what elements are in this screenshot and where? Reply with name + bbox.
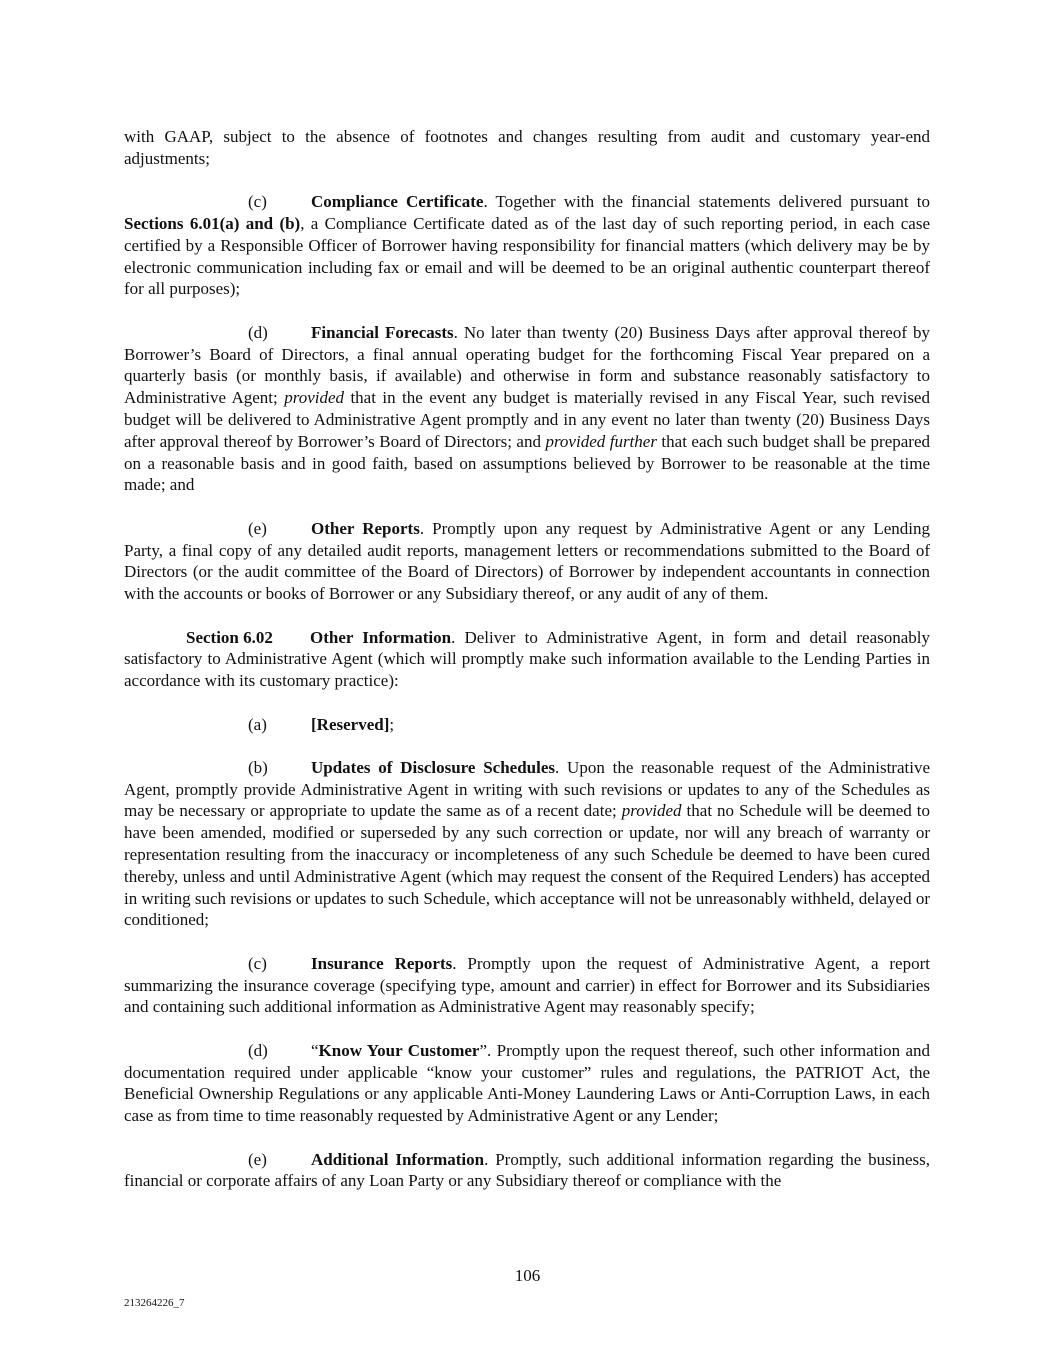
clause-label: (e)	[248, 518, 267, 538]
section-label: Section 6.02	[186, 627, 273, 647]
paragraph-6-01-e: (e) Other Reports. Promptly upon any request by Administrative Agent or any Lending Party, a final copy of any detailed audit reports, management letters or recommendations submitted to the Board of Directors (or the audit committee of the Board of Directors) of Borrower by independent accountants in connection with the accounts or books of Borrower or any Subsidiary thereof, or any audit of any of them.	[124, 518, 930, 604]
clause-label: (c)	[248, 953, 267, 973]
page-number: 106	[514, 1266, 541, 1285]
clause-heading: Updates of Disclosure Schedules	[311, 757, 556, 777]
paragraph-6-02-b: (b) Updates of Disclosure Schedules. Upon the reasonable request of the Administrative Agent, promptly provide Administrative Agent in writing with such revisions or updates to any of the Schedules as may be necessary or appropriate to update the same as of a recent date; provided that no Schedule will be deemed to have been amended, modified or superseded by any such correction or update, nor will any breach of warranty or representation resulting from the inaccuracy or incompleteness of any such Schedule be deemed to have been cured thereby, unless and until Administrative Agent (which may request the consent of the Required Lenders) has accepted in writing such revisions or updates to such Schedule, which acceptance will not be unreasonably withheld, delayed or conditioned;	[124, 757, 930, 930]
clause-label: (d)	[248, 1040, 268, 1060]
clause-label: (a)	[248, 714, 267, 734]
clause-heading: Insurance Reports	[311, 953, 453, 973]
section-reference: Sections 6.01(a) and (b)	[124, 213, 301, 233]
section-heading: Other Information	[310, 627, 452, 647]
paragraph-6-02-c: (c) Insurance Reports. Promptly upon the request of Administrative Agent, a report summarizing the insurance coverage (specifying type, amount and carrier) in effect for Borrower and its Subsidiaries and containing such additional information as Administrative Agent may reasonably specify;	[124, 953, 930, 1017]
clause-label: (d)	[248, 322, 268, 342]
document-body	[124, 126, 930, 1214]
paragraph-6-01-c: (c) Compliance Certificate. Together with the financial statements delivered pursuant to Sections 6.01(a) and (b), a Compliance Certificate dated as of the last day of such reporting period, in each case certified by a Responsible Officer of Borrower having responsibility for financial matters (which delivery may be by electronic communication including fax or email and will be deemed to be an original authentic counterpart thereof for all purposes);	[124, 192, 930, 299]
section-6-02: Section 6.02 Other Information. Deliver to Administrative Agent, in form and detail reasonably satisfactory to Administrative Agent (which will promptly make such information available to the Lending Parties in accordance with its customary practice):	[124, 627, 931, 691]
document-id: 213264226_7	[124, 1297, 185, 1309]
emphasis-provided-further: provided further	[545, 431, 657, 451]
emphasis-provided: provided	[621, 801, 682, 821]
paragraph-6-02-a: (a) [Reserved];	[248, 714, 395, 734]
clause-heading: Additional Information	[311, 1149, 485, 1169]
emphasis-provided: provided	[284, 388, 345, 408]
clause-heading: Other Reports	[311, 518, 420, 538]
clause-heading: Financial Forecasts	[311, 322, 454, 342]
paragraph-6-02-e: (e) Additional Information. Promptly, such additional information regarding the business, financial or corporate affairs of any Loan Party or any Subsidiary thereof or compliance with the	[124, 1149, 930, 1191]
clause-heading: Know Your Customer	[318, 1040, 480, 1060]
intro-paragraph: with GAAP, subject to the absence of footnotes and changes resulting from audit and customary year-end adjustments;	[124, 127, 930, 168]
clause-label: (c)	[248, 192, 267, 212]
clause-heading: [Reserved]	[311, 714, 390, 734]
clause-label: (b)	[248, 757, 268, 777]
paragraph-6-01-d: (d) Financial Forecasts. No later than twenty (20) Business Days after approval thereof by Borrower’s Board of Directors, a final annual operating budget for the forthcoming Fiscal Year prepared on a quarterly basis (or monthly basis, if available) and otherwise in form and substance reasonably satisfactory to Administrative Agent; provided that in the event any budget is materially revised in any Fiscal Year, such revised budget will be delivered to Administrative Agent promptly and in any event no later than twenty (20) Business Days after approval thereof by Borrower’s Board of Directors; and provided further that each such budget shall be prepared on a reasonable basis and in good faith, based on assumptions believed by Borrower to be reasonable at the time made; and	[124, 322, 930, 495]
clause-heading: Compliance Certificate	[311, 192, 484, 212]
paragraph-6-02-d: (d) “Know Your Customer”. Promptly upon the request thereof, such other information and documentation required under applicable “know your customer” rules and regulations, the PATRIOT Act, the Beneficial Ownership Regulations or any applicable Anti-Money Laundering Laws or Anti-Corruption Laws, in each case as from time to time reasonably requested by Administrative Agent or any Lender;	[124, 1040, 930, 1126]
clause-label: (e)	[248, 1149, 267, 1169]
